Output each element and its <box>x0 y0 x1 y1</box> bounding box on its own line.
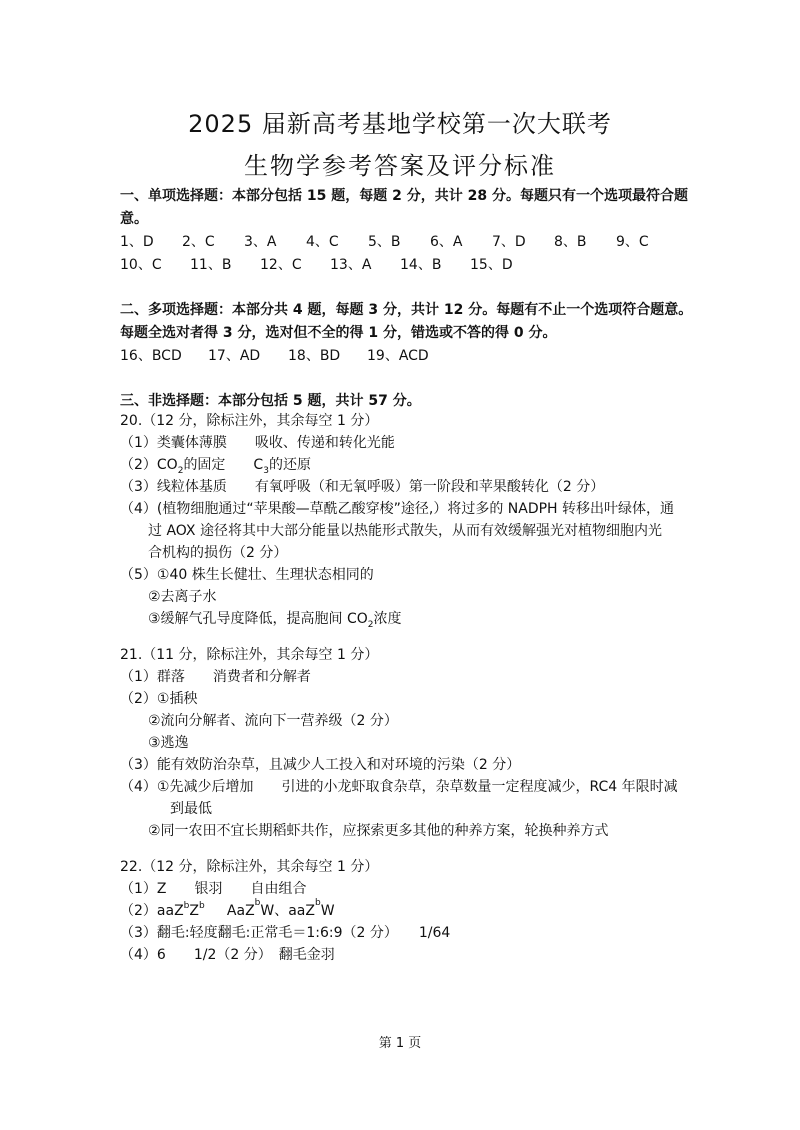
answer-item: 14、B <box>400 257 442 273</box>
q21-header: 21.（11 分，除标注外，其余每空 1 分） <box>120 647 379 663</box>
answer-item: 5、B <box>368 234 401 250</box>
text-run: aaZ <box>156 903 184 919</box>
superscript: b <box>198 901 205 911</box>
text-run: W、aaZ <box>260 903 315 919</box>
q20-answer-1: （1）类囊体薄膜 吸收、传递和转化光能 <box>120 435 395 451</box>
section1-answers-row1 <box>120 231 649 251</box>
q21-answer-2-cont: ③逃逸 <box>148 735 189 751</box>
answer-item: 11、B <box>190 257 232 273</box>
subscript: 2 <box>177 465 184 476</box>
answer-item: 1、D <box>120 234 154 250</box>
section2-heading-cont: 每题全选对者得 3 分，选对但不全的得 1 分，错选或不答的得 0 分。 <box>120 325 557 341</box>
q20-answer-5: （5）①40 株生长健壮、生理状态相同的 <box>120 567 374 583</box>
subscript: 3 <box>263 465 269 476</box>
doc-title: 2025 届新高考基地学校第一次大联考 <box>188 110 612 138</box>
text-run: （2）CO <box>120 457 178 473</box>
doc-subtitle: 生物学参考答案及评分标准 <box>244 152 556 180</box>
q20-answer-3: （3）线粒体基质 有氧呼吸（和无氧呼吸）第一阶段和苹果酸转化（2 分） <box>120 479 605 495</box>
answer-item: 15、D <box>470 257 513 273</box>
superscript: b <box>254 898 261 908</box>
q21-answer-1: （1）群落 消费者和分解者 <box>120 669 311 685</box>
text-run: 的固定 C <box>183 457 264 473</box>
text-run: Z <box>189 903 199 919</box>
answer-item: 10、C <box>120 257 162 273</box>
answer-item: 19、ACD <box>367 348 429 364</box>
answer-item: 7、D <box>492 234 526 250</box>
q22-header: 22.（12 分，除标注外，其余每空 1 分） <box>120 859 379 875</box>
answer-item: 2、C <box>182 234 215 250</box>
answer-item: 9、C <box>616 234 649 250</box>
genotype <box>226 898 335 919</box>
answer-item: 16、BCD <box>120 348 182 364</box>
q20-answer-4-cont: 过 AOX 途径将其中大部分能量以热能形式散失，从而有效缓解强光对植物细胞内光 <box>148 523 662 539</box>
text-run: W <box>320 903 335 919</box>
answer-item: 12、C <box>260 257 302 273</box>
q22-answer-4: （4）6 1/2（2 分） 翻毛金羽 <box>120 947 335 963</box>
q20-answer-5-cont <box>148 608 402 630</box>
q21-answer-2: （2）①插秧 <box>120 691 198 707</box>
section2-answers <box>120 345 429 365</box>
q22-answer-1: （1）Z 银羽 自由组合 <box>120 881 307 897</box>
superscript: b <box>183 901 190 911</box>
text-run: AaZ <box>226 903 255 919</box>
page-number: 第 1 页 <box>378 1036 422 1051</box>
section3-heading: 三、非选择题：本部分包括 5 题，共计 57 分。 <box>120 393 421 409</box>
q22-answer-3: （3）翻毛:轻度翻毛:正常毛＝1:6:9（2 分） 1/64 <box>120 925 451 941</box>
section2-heading: 二、多项选择题：本部分共 4 题，每题 3 分，共计 12 分。每题有不止一个选项符合题意。 <box>120 302 693 318</box>
answer-item: 13、A <box>330 257 372 273</box>
genotype <box>157 903 227 919</box>
section1-heading-cont: 意。 <box>120 211 148 227</box>
answer-item: 3、A <box>244 234 277 250</box>
q20-answer-2 <box>120 454 311 476</box>
section1-heading: 一、单项选择题：本部分包括 15 题，每题 2 分，共计 28 分。每题只有一个选项最符合题 <box>120 188 688 204</box>
subscript: 2 <box>367 619 374 630</box>
superscript: b <box>314 898 321 908</box>
text-run: ③缓解气孔导度降低，提高胞间 CO <box>148 611 368 627</box>
q20-header: 20.（12 分，除标注外，其余每空 1 分） <box>120 413 379 429</box>
q20-answer-4: （4）(植物细胞通过“苹果酸—草酰乙酸穿梭”途径,）将过多的 NADPH 转移出叶绿体，通 <box>120 501 675 517</box>
q21-answer-4: （4）①先减少后增加 引进的小龙虾取食杂草，杂草数量一定程度减少，RC4 年限时减 <box>120 779 678 795</box>
q21-answer-2-cont: ②流向分解者、流向下一营养级（2 分） <box>148 713 398 729</box>
q20-answer-4-cont: 合机构的损伤（2 分） <box>148 545 288 561</box>
q21-answer-4-cont: ②同一农田不宜长期稻虾共作，应探索更多其他的种养方案，轮换种养方式 <box>148 823 609 839</box>
text-run: 浓度 <box>373 611 402 627</box>
answer-item: 17、AD <box>208 348 261 364</box>
text-run: （2） <box>120 903 157 919</box>
answer-item: 6、A <box>430 234 463 250</box>
answer-item: 8、B <box>554 234 587 250</box>
answer-item: 18、BD <box>288 348 341 364</box>
q21-answer-3: （3）能有效防治杂草，且减少人工投入和对环境的污染（2 分） <box>120 757 521 773</box>
text-run: 的还原 <box>268 457 311 473</box>
q20-answer-5-cont: ②去离子水 <box>148 589 217 605</box>
answer-item: 4、C <box>306 234 339 250</box>
q21-answer-4-cont: 到最低 <box>170 801 212 817</box>
q22-answer-2 <box>120 900 335 920</box>
section1-answers-row2 <box>120 254 513 274</box>
